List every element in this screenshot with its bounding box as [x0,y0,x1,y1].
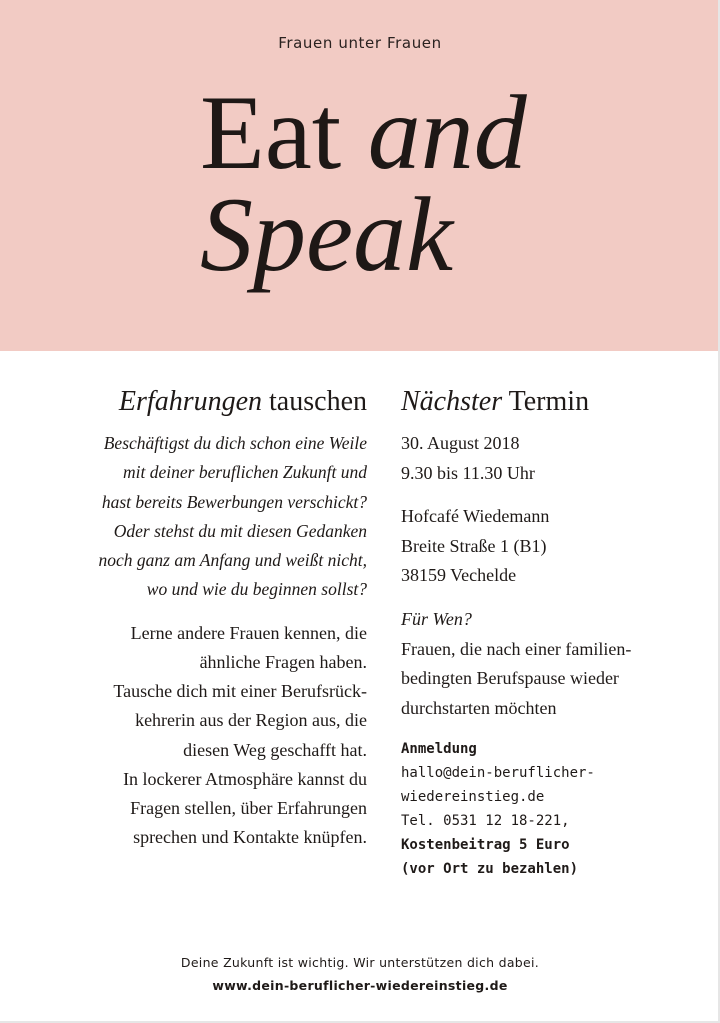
audience-line: Frauen, die nach einer familien- [401,638,632,659]
audience-block [401,605,701,723]
left-heading-regular: tauschen [269,386,367,417]
body-line: diesen Weg geschafft hat. [183,739,367,760]
title-line-1 [200,74,527,191]
intro-line: Beschäftigst du dich schon eine Weile [103,433,367,453]
intro-paragraph [60,429,367,605]
body-line: ähnliche Fragen haben. [199,651,367,672]
body-line: Lerne andere Frauen kennen, die [130,622,367,643]
audience-line: durchstarten möchten [401,697,557,718]
event-date: 30. August 2018 [401,433,520,453]
footer-claim: Deine Zukunft ist wichtig. Wir unterstützen dich dabei. [180,955,540,970]
fee-line-2: (vor Ort zu bezahlen) [401,861,579,878]
right-column [401,385,701,881]
body-line: sprechen und Kontakte knüpfen. [133,827,367,848]
venue-name: Hofcafé Wiedemann [401,506,550,527]
audience-label: Für Wen? [401,608,472,629]
body-line: In lockerer Atmosphäre kannst du [123,768,367,789]
email-line-1[interactable]: hallo@dein-beruflicher- [401,765,595,782]
registration-block [401,737,701,881]
email-line-2[interactable]: wiedereinstieg.de [401,789,545,806]
body-paragraph [60,619,367,853]
venue-city: 38159 Vechelde [401,565,517,586]
body-line: Tausche dich mit einer Berufsrück- [113,681,367,702]
intro-line: mit deiner beruflichen Zukunft und [123,462,367,483]
title-eat: Eat [200,74,342,191]
left-heading-italic: Erfahrungen [118,386,263,417]
title-line-2 [200,176,527,293]
left-heading [60,385,367,419]
event-address [401,502,701,591]
body-line: Fragen stellen, über Erfahrungen [130,798,367,818]
footer [0,951,720,997]
right-heading-regular: Termin [508,386,590,417]
right-heading-italic: Nächster [401,386,503,417]
page-title [200,74,527,293]
body-line: kehrerin aus der Region aus, die [135,710,367,731]
fee-line-1: Kostenbeitrag 5 Euro [401,837,570,854]
title-and: and [367,74,527,191]
phone-number[interactable]: Tel. 0531 12 18-221, [401,813,570,830]
intro-line: hast bereits Bewerbungen verschickt? [101,491,367,512]
registration-label: Anmeldung [401,741,477,758]
right-heading [401,385,701,419]
intro-line: noch ganz am Anfang und weißt nicht, [98,550,367,571]
footer-url-link[interactable]: www.dein-beruflicher-wiedereinstieg.de [212,978,508,993]
title-speak: Speak [200,176,454,293]
kicker-text: Frauen unter Frauen [278,34,442,52]
left-column [60,385,367,852]
intro-line: wo und wie du beginnen sollst? [146,579,367,600]
header-banner [0,0,720,351]
venue-street: Breite Straße 1 (B1) [401,535,547,556]
intro-line: Oder stehst du mit diesen Gedanken [113,520,367,541]
event-datetime [401,429,701,488]
event-time: 9.30 bis 11.30 Uhr [401,462,535,483]
audience-line: bedingten Berufspause wieder [401,668,619,689]
